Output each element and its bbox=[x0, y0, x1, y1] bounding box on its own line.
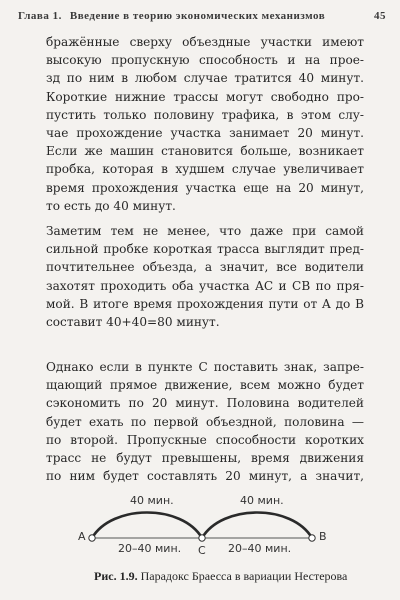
text-line: бражённые сверху объездные участки имеют bbox=[46, 35, 364, 49]
left-detour-arc bbox=[92, 513, 202, 539]
text-line: Если же машин становится больше, возникает bbox=[46, 144, 364, 159]
node-b-label: B bbox=[319, 530, 327, 543]
node-a-dot bbox=[89, 535, 95, 541]
text-line: захотят проходить оба участка AC и CB по пря- bbox=[46, 278, 364, 293]
text-line: высокую пропускную способность и на прое- bbox=[46, 53, 364, 68]
text-line: щающий прямое движение, всем можно будет bbox=[46, 378, 364, 393]
paragraph-3 bbox=[46, 358, 364, 485]
paragraph-1 bbox=[46, 33, 364, 215]
diagram-svg bbox=[78, 480, 348, 570]
text-line: зд по ним в любом случае тратится 40 минут. bbox=[46, 71, 364, 86]
text-line: чае прохождение участка занимает 20 минут. bbox=[46, 126, 364, 141]
chapter-label: Глава 1. bbox=[18, 10, 62, 22]
figure-number: Рис. 1.9. bbox=[94, 569, 138, 583]
right-detour-arc bbox=[202, 513, 312, 539]
running-head-left bbox=[18, 10, 325, 22]
text-line: трасс не будут превышены, время движения bbox=[46, 451, 364, 466]
page-number: 45 bbox=[374, 10, 386, 22]
text-line: будет ехать по первой объездной, половина — bbox=[46, 414, 364, 429]
bottom-left-label: 20–40 мин. bbox=[118, 542, 182, 555]
text-line: пробка, которая в худшем случае увеличивает bbox=[46, 162, 364, 177]
running-head bbox=[18, 8, 386, 24]
node-b-dot bbox=[309, 535, 315, 541]
text-line: Заметим тем не менее, что даже при самой bbox=[46, 224, 364, 238]
text-line: то есть до 40 минут. bbox=[46, 198, 176, 213]
text-line: по второй. Пропускные способности коротких bbox=[46, 432, 364, 447]
text-line: Короткие нижние трассы могут свободно про- bbox=[46, 89, 364, 104]
bottom-right-label: 20–40 мин. bbox=[228, 542, 292, 555]
text-line: пустить только половину трафика, в этом слу- bbox=[46, 107, 364, 122]
chapter-title: Введение в теорию экономических механизмов bbox=[69, 10, 326, 22]
text-line: сэкономить по 20 минут. Половина водителей bbox=[46, 396, 364, 411]
arc-right-label: 40 мин. bbox=[240, 494, 284, 507]
node-a-label: A bbox=[78, 530, 86, 543]
text-line: время прохождения участка еще на 20 минут, bbox=[46, 180, 364, 195]
text-line: сильной пробке короткая трасса выглядит пред- bbox=[46, 242, 364, 257]
text-line: почтительнее объезда, а значит, все водители bbox=[46, 260, 364, 275]
figure-caption-text: Парадокс Браесса в вариации Нестерова bbox=[140, 569, 348, 583]
braess-diagram bbox=[78, 480, 348, 570]
node-c-dot bbox=[199, 535, 205, 541]
text-line: по ним будет составлять 20 минут, а значит, bbox=[46, 469, 364, 484]
text-line: мой. В итоге время прохождения пути от A до B bbox=[46, 296, 364, 311]
arc-left-label: 40 мин. bbox=[130, 494, 174, 507]
figure-caption bbox=[94, 569, 374, 584]
text-line: составит 40+40=80 минут. bbox=[46, 315, 220, 330]
paragraph-2 bbox=[46, 222, 364, 331]
text-line: Однако если в пункте C поставить знак, запре- bbox=[46, 360, 364, 374]
node-c-label: C bbox=[198, 544, 206, 557]
